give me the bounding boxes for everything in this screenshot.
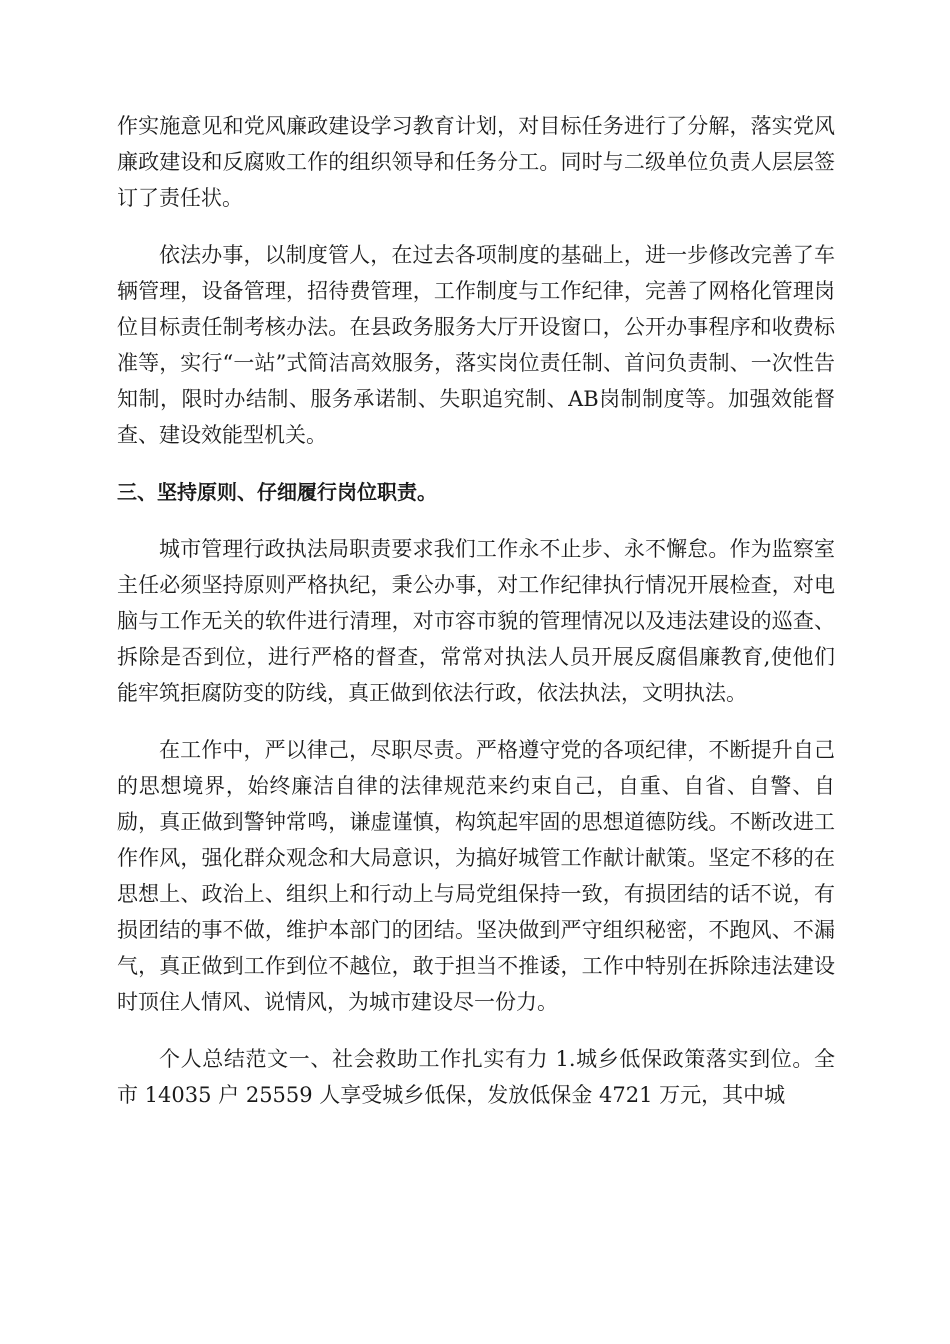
document-body — [117, 108, 835, 1134]
section-heading-3: 三、坚持原则、仔细履行岗位职责。 — [117, 480, 437, 504]
paragraph-social-assistance: 个人总结范文一、社会救助工作扎实有力 1.城乡低保政策落实到位。全市 14035 户 25559 人享受城乡低保，发放低保金 4721 万元，其中城 — [117, 1047, 835, 1107]
paragraph-rules-management: 依法办事，以制度管人，在过去各项制度的基础上，进一步修改完善了车辆管理，设备管理，招待费管理，工作制度与工作纪律，完善了网格化管理岗位目标责任制考核办法。在县政务服务大厅开设窗口，公开办事程序和收费标准等，实行“一站”式简洁高效服务，落实岗位责任制、首问负责制、一次性告知制，限时办结制、服务承诺制、失职追究制、AB岗制制度等。加强效能督查、建设效能型机关。 — [117, 243, 835, 447]
paragraph-continuation: 作实施意见和党风廉政建设学习教育计划，对目标任务进行了分解，落实党风廉政建设和反腐败工作的组织领导和任务分工。同时与二级单位负责人层层签订了责任状。 — [117, 114, 835, 210]
paragraph-self-discipline: 在工作中，严以律己，尽职尽责。严格遵守党的各项纪律，不断提升自己的思想境界，始终廉洁自律的法律规范来约束自己，自重、自省、自警、自励，真正做到警钟常鸣，谦虚谨慎，构筑起牢固的思想道德防线。不断改进工作作风，强化群众观念和大局意识，为搞好城管工作献计献策。坚定不移的在思想上、政治上、组织上和行动上与局党组保持一致，有损团结的话不说，有损团结的事不做，维护本部门的团结。坚决做到严守组织秘密，不跑风、不漏气，真正做到工作到位不越位，敢于担当不推诿，工作中特别在拆除违法建设时顶住人情风、说情风，为城市建设尽一份力。 — [117, 738, 835, 1014]
paragraph-supervision-duties: 城市管理行政执法局职责要求我们工作永不止步、永不懈怠。作为监察室主任必须坚持原则严格执纪，秉公办事，对工作纪律执行情况开展检查，对电脑与工作无关的软件进行清理，对市容市貌的管理情况以及违法建设的巡查、拆除是否到位，进行严格的督查，常常对执法人员开展反腐倡廉教育,使他们能牢筑拒腐防变的防线，真正做到依法行政，依法执法，文明执法。 — [117, 537, 835, 705]
